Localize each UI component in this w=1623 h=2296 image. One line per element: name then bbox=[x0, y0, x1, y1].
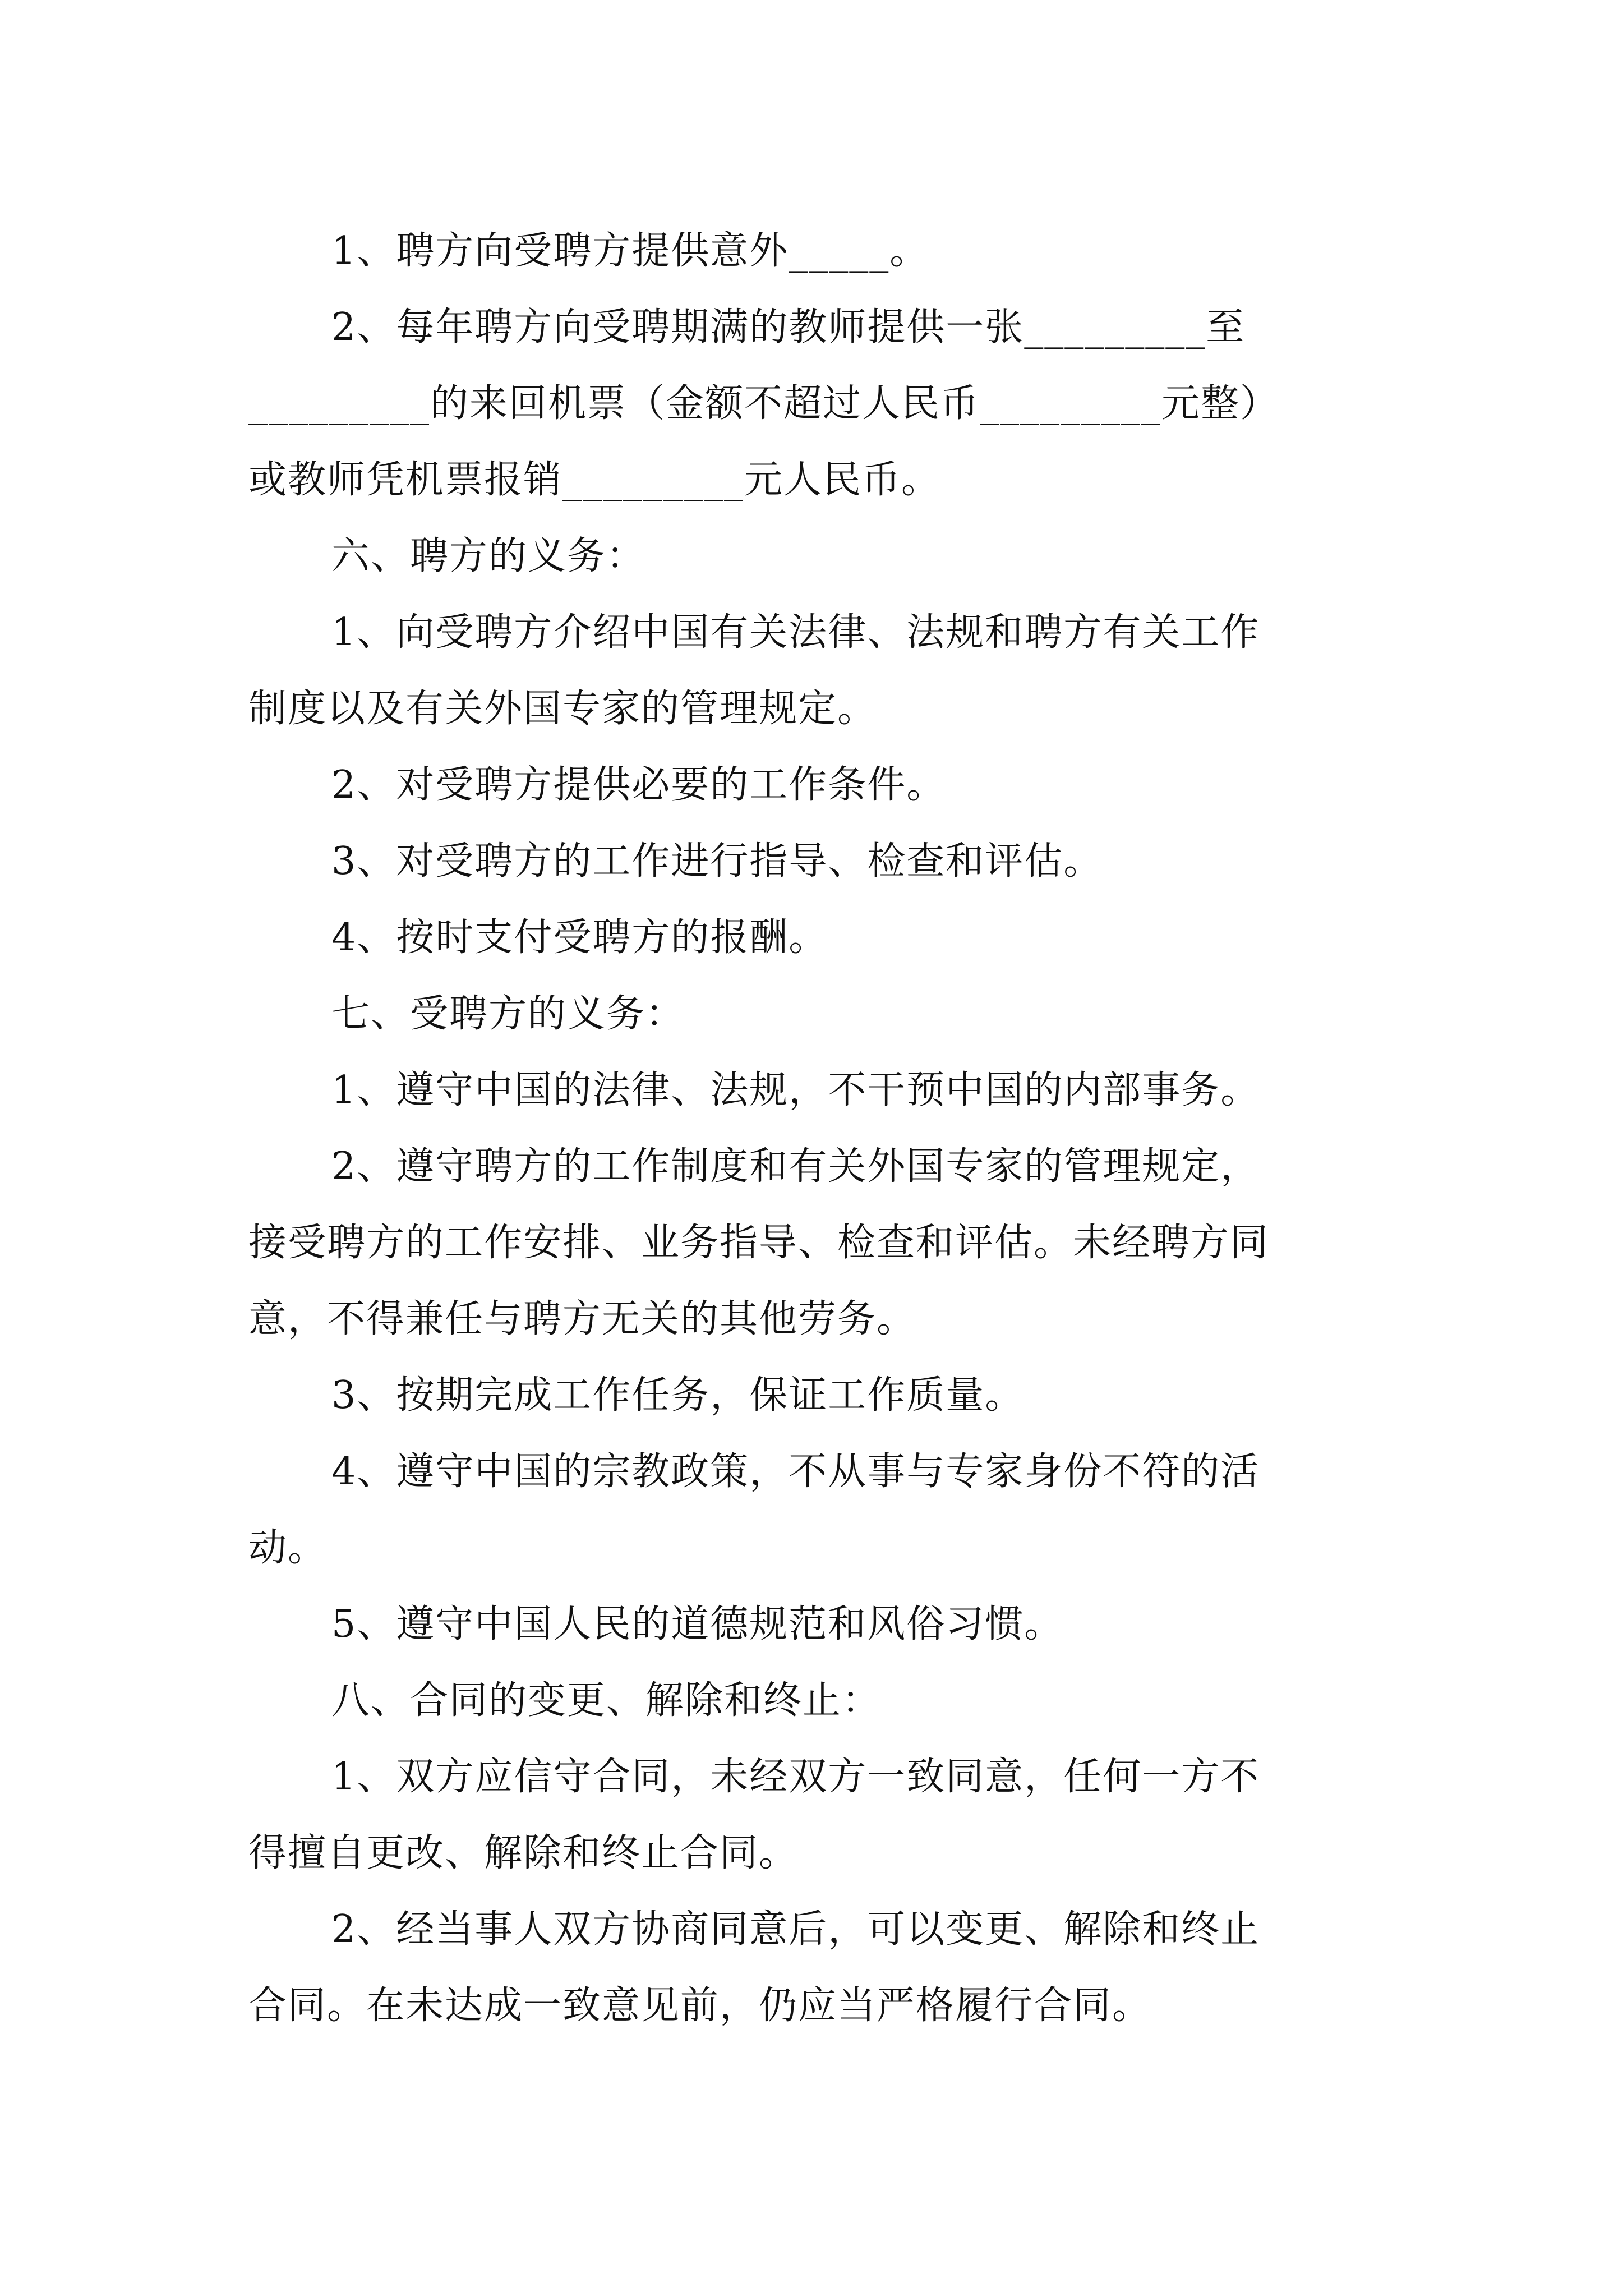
text-line: 得擅自更改、解除和终止合同。 bbox=[248, 1831, 799, 1875]
text-line: 2、经当事人双方协商同意后，可以变更、解除和终止 bbox=[331, 1907, 1260, 1952]
text-line: 3、对受聘方的工作进行指导、检查和评估。 bbox=[331, 839, 1103, 884]
text-line: 1、向受聘方介绍中国有关法律、法规和聘方有关工作 bbox=[331, 610, 1260, 655]
section-heading: 六、聘方的义务： bbox=[331, 534, 646, 578]
text-line: 动。 bbox=[248, 1526, 328, 1570]
document-page bbox=[248, 213, 1387, 2044]
text-line: 3、按期完成工作任务，保证工作质量。 bbox=[331, 1373, 1025, 1418]
text-line: 1、遵守中国的法律、法规，不干预中国的内部事务。 bbox=[331, 1068, 1260, 1112]
text-line: 4、遵守中国的宗教政策，不从事与专家身份不符的活 bbox=[331, 1450, 1260, 1494]
text-line: 制度以及有关外国专家的管理规定。 bbox=[248, 687, 877, 731]
section-heading: 七、受聘方的义务： bbox=[331, 992, 685, 1036]
section-heading: 八、合同的变更、解除和终止： bbox=[331, 1678, 882, 1723]
text-line: 接受聘方的工作安排、业务指导、检查和评估。未经聘方同 bbox=[248, 1221, 1270, 1265]
text-line: 或教师凭机票报销_________元人民币。 bbox=[248, 458, 941, 502]
text-line: 合同。在未达成一致意见前，仍应当严格履行合同。 bbox=[248, 1984, 1152, 2028]
text-line: 5、遵守中国人民的道德规范和风俗习惯。 bbox=[331, 1602, 1064, 1646]
text-line: 意，不得兼任与聘方无关的其他劳务。 bbox=[248, 1297, 916, 1341]
text-line: 2、遵守聘方的工作制度和有关外国专家的管理规定， bbox=[331, 1144, 1260, 1189]
text-line: 2、对受聘方提供必要的工作条件。 bbox=[331, 763, 946, 807]
text-line: 1、聘方向受聘方提供意外_____。 bbox=[331, 229, 929, 273]
text-line: 4、按时支付受聘方的报酬。 bbox=[331, 915, 828, 960]
text-line: 1、双方应信守合同，未经双方一致同意，任何一方不 bbox=[331, 1755, 1260, 1799]
text-line: _________的来回机票（金额不超过人民币_________元整） bbox=[248, 381, 1280, 426]
text-line: 2、每年聘方向受聘期满的教师提供一张_________至 bbox=[331, 305, 1246, 349]
